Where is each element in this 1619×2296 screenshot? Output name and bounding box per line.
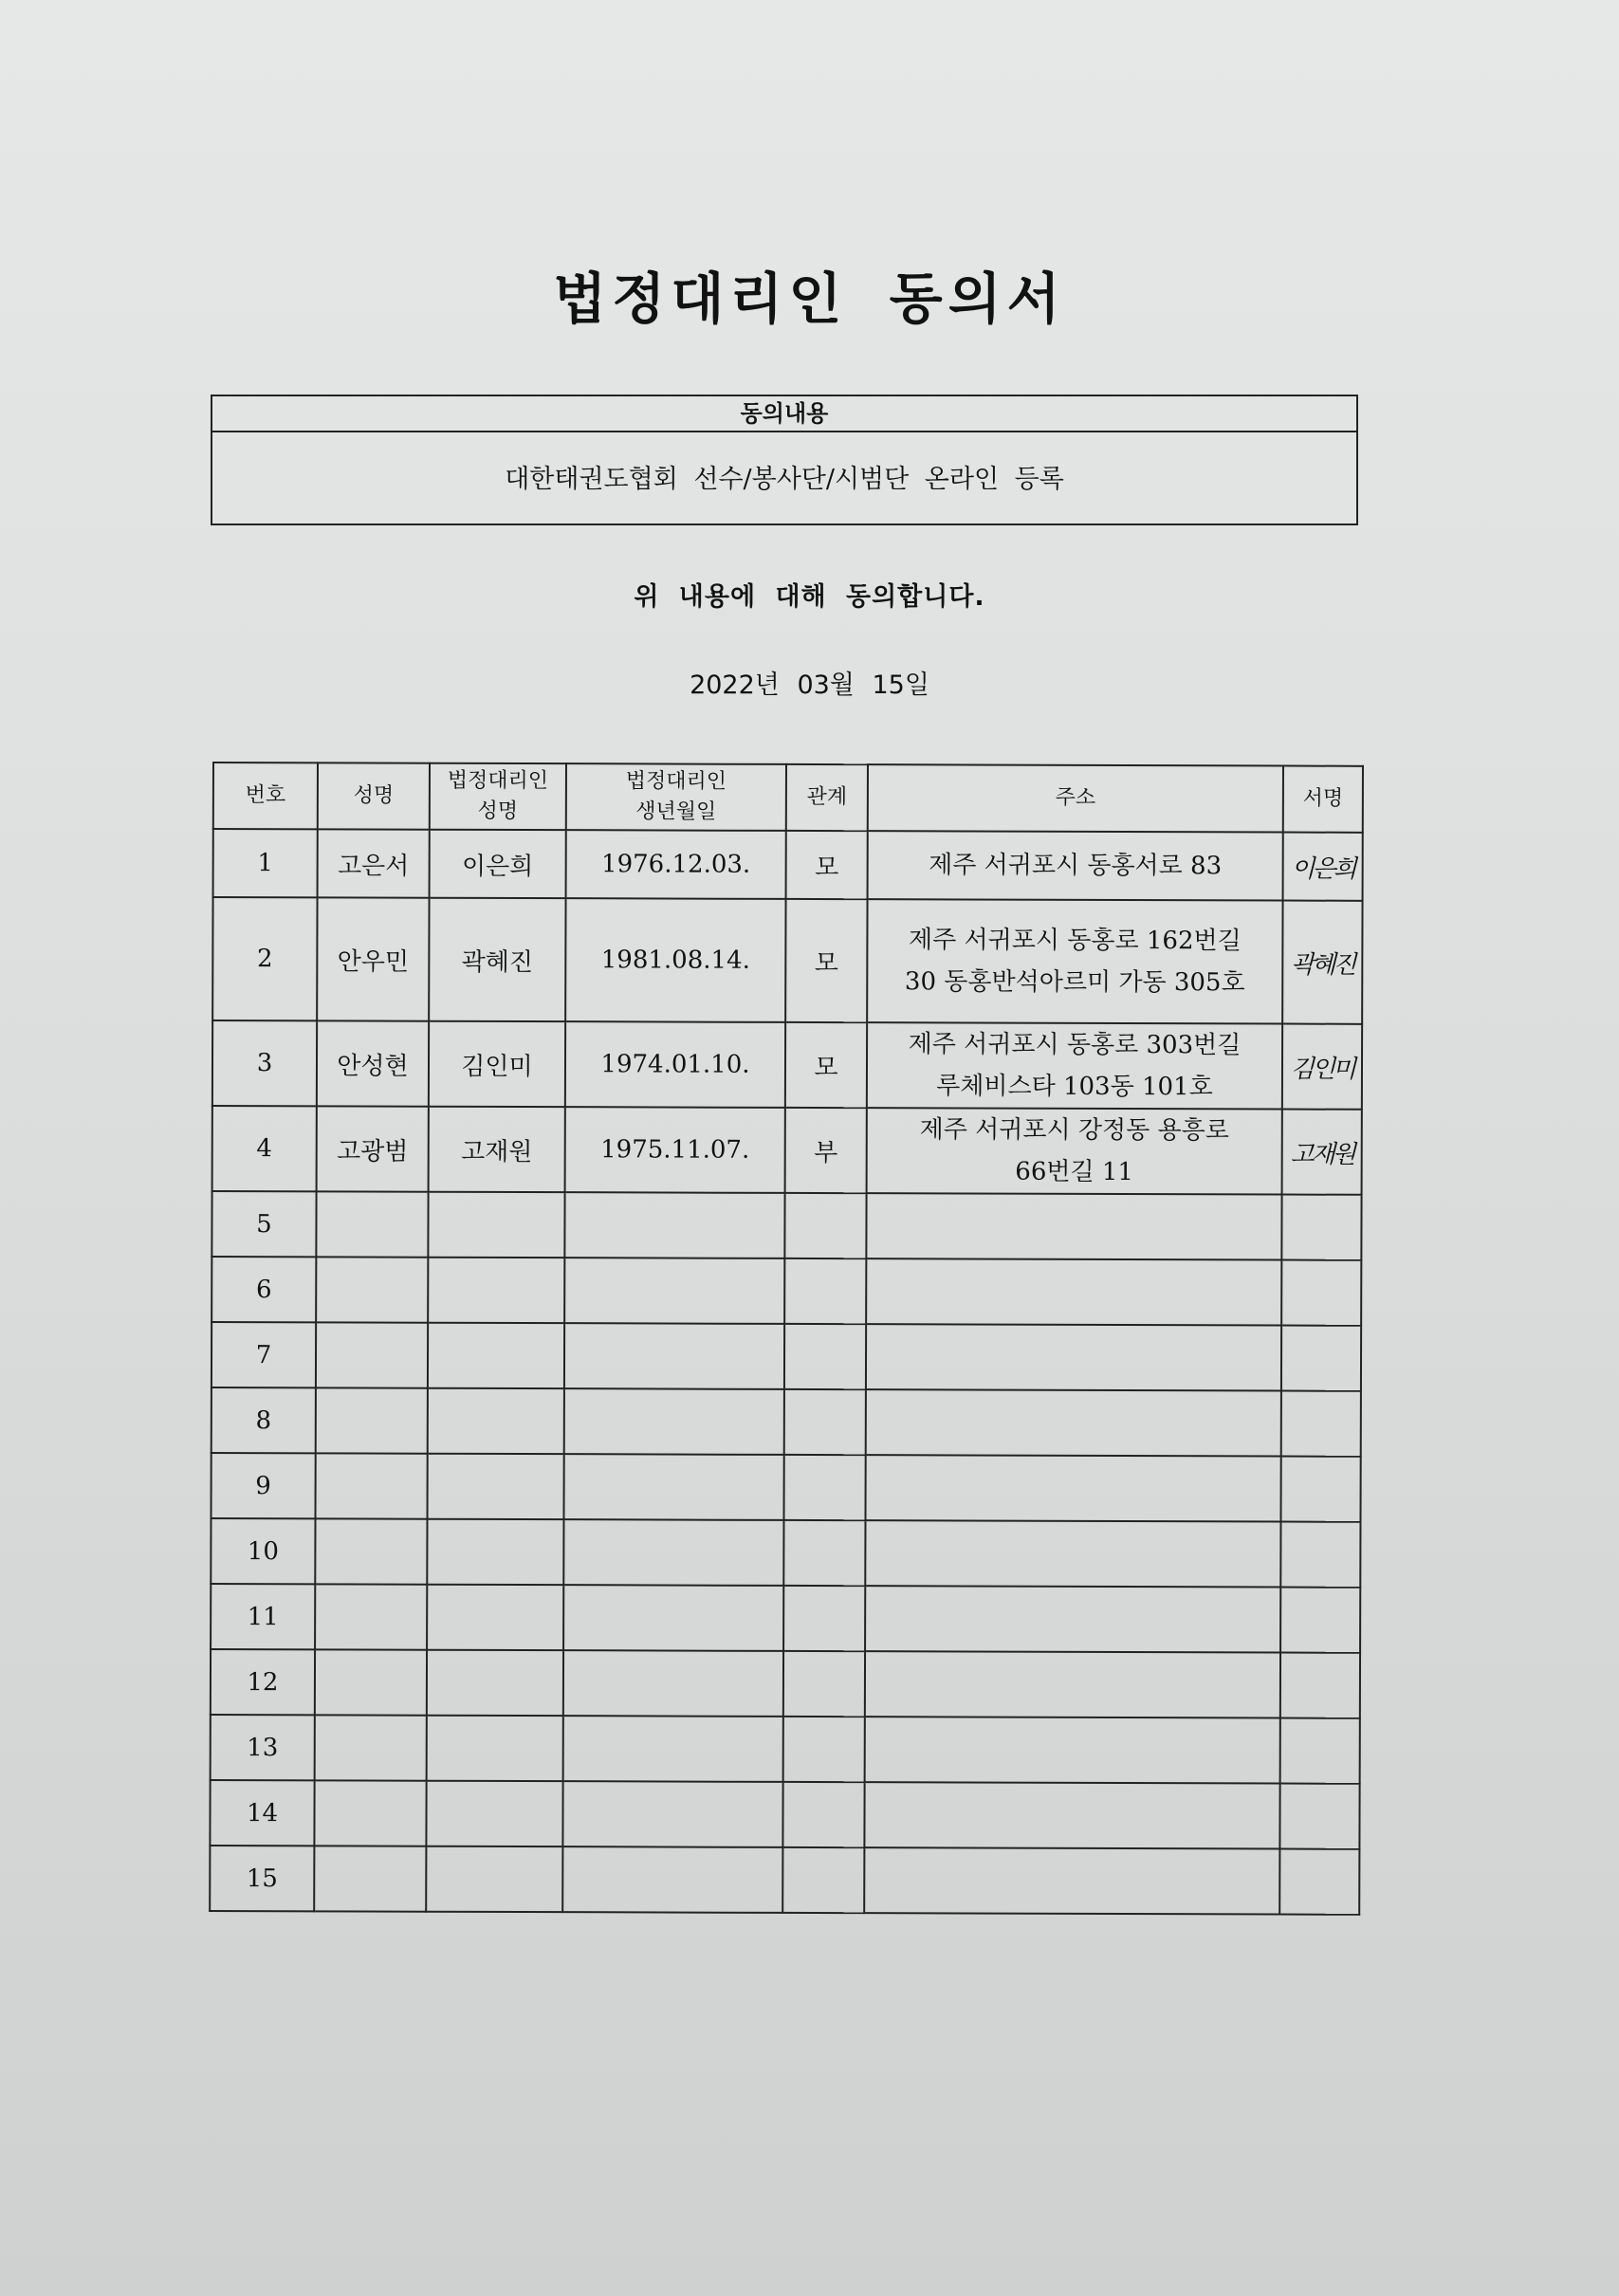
cell-relation: [784, 1324, 866, 1389]
cell-name: [316, 1387, 428, 1453]
cell-guardian: 고재원: [429, 1107, 565, 1192]
cell-birth: [563, 1650, 783, 1717]
table-row: [212, 1106, 1362, 1195]
header-name: 성명: [318, 762, 430, 829]
cell-relation: [782, 1782, 864, 1847]
header-guardian-name: 법정대리인 성명: [430, 763, 566, 830]
cell-name: [314, 1780, 426, 1846]
cell-name: 고광범: [317, 1106, 429, 1191]
table-row: [213, 829, 1363, 901]
handwritten-signature: 곽혜진: [1282, 901, 1362, 1024]
cell-signature: [1281, 1326, 1361, 1391]
cell-relation: [783, 1455, 865, 1520]
cell-address: [866, 1389, 1281, 1456]
cell-birth: [562, 1781, 782, 1847]
cell-address: [866, 1324, 1281, 1390]
cell-address: [865, 1651, 1280, 1717]
cell-signature: [1281, 1195, 1361, 1260]
cell-signature: [1280, 1653, 1360, 1718]
cell-birth: [563, 1454, 783, 1520]
cell-name: 안성현: [317, 1020, 429, 1106]
cell-no: 14: [210, 1780, 314, 1846]
cell-address: 제주 서귀포시 동홍로 303번길 루체비스타 103동 101호: [867, 1022, 1282, 1109]
header-address: 주소: [868, 764, 1283, 832]
cell-address: [864, 1847, 1279, 1914]
agreement-statement: 위 내용에 대해 동의합니다.: [634, 582, 985, 612]
cell-guardian: [428, 1323, 564, 1388]
cell-name: [315, 1649, 427, 1715]
table-row: [210, 1846, 1359, 1915]
cell-relation: [783, 1651, 865, 1717]
consent-date: 2022년 03월 15일: [690, 670, 929, 700]
cell-name: [316, 1257, 428, 1322]
cell-signature: [1280, 1457, 1360, 1522]
cell-no: 12: [211, 1649, 315, 1715]
table-row: [211, 1518, 1360, 1588]
cell-relation: [783, 1586, 865, 1651]
cell-guardian: [428, 1388, 564, 1454]
consent-box-header: 동의내용: [212, 396, 1356, 432]
cell-relation: 모: [786, 831, 868, 899]
cell-address: [865, 1455, 1280, 1521]
cell-signature: [1280, 1588, 1360, 1653]
cell-birth: [562, 1846, 782, 1913]
cell-signature: [1281, 1391, 1361, 1457]
table-header-row: [213, 762, 1363, 833]
cell-no: 5: [212, 1191, 316, 1257]
cell-name: [314, 1846, 426, 1911]
cell-name: [315, 1518, 427, 1584]
table-row: [212, 1191, 1361, 1260]
handwritten-signature: 이은희: [1283, 833, 1363, 901]
cell-relation: [783, 1717, 865, 1782]
cell-relation: [784, 1193, 866, 1258]
table-row: [211, 1453, 1360, 1522]
consent-box-content: 대한태권도협회 선수/봉사단/시범단 온라인 등록: [505, 465, 1064, 494]
table-row: [212, 1387, 1361, 1457]
guardian-table: [209, 762, 1364, 1916]
handwritten-signature: 고재원: [1282, 1110, 1362, 1195]
cell-relation: [784, 1389, 866, 1455]
cell-name: 안우민: [317, 897, 429, 1020]
cell-birth: [563, 1519, 783, 1586]
cell-no: 11: [211, 1584, 315, 1649]
cell-signature: [1280, 1522, 1360, 1588]
cell-address: [865, 1520, 1280, 1587]
cell-guardian: [427, 1519, 563, 1585]
cell-guardian: [428, 1192, 564, 1258]
cell-signature: [1279, 1784, 1359, 1849]
cell-guardian: [427, 1454, 563, 1519]
header-relation: 관계: [786, 764, 868, 831]
cell-relation: 모: [785, 1022, 867, 1108]
cell-no: 6: [212, 1257, 316, 1322]
cell-name: [316, 1322, 428, 1387]
table-row: [212, 1020, 1362, 1110]
cell-guardian: [426, 1846, 562, 1912]
cell-name: 고은서: [318, 829, 430, 897]
table-row: [210, 1780, 1359, 1849]
cell-no: 1: [213, 829, 318, 897]
cell-no: 3: [212, 1020, 317, 1106]
table-row: [211, 1584, 1360, 1653]
table-row: [211, 1715, 1360, 1784]
cell-signature: [1280, 1718, 1360, 1784]
cell-address: 제주 서귀포시 동홍서로 83: [868, 831, 1283, 900]
cell-name: [316, 1191, 428, 1257]
cell-relation: [784, 1258, 866, 1324]
cell-signature: [1279, 1849, 1359, 1915]
table-row: [212, 1257, 1361, 1326]
cell-birth: [564, 1258, 784, 1324]
header-guardian-birth: 법정대리인 생년월일: [566, 763, 786, 831]
cell-no: 7: [212, 1322, 316, 1387]
cell-name: [315, 1584, 427, 1649]
cell-relation: 부: [785, 1108, 867, 1193]
cell-signature: [1281, 1260, 1361, 1326]
handwritten-signature: 김인미: [1282, 1024, 1362, 1110]
cell-no: 15: [210, 1846, 314, 1911]
table-row: [212, 1322, 1361, 1391]
cell-name: [315, 1453, 427, 1518]
cell-guardian: 곽혜진: [429, 898, 565, 1021]
cell-birth: [564, 1388, 784, 1455]
cell-guardian: [428, 1258, 564, 1323]
cell-guardian: 이은희: [430, 830, 566, 898]
header-no: 번호: [213, 762, 318, 829]
cell-address: [864, 1782, 1279, 1848]
cell-birth: 1975.11.07.: [565, 1107, 785, 1193]
cell-guardian: [427, 1716, 563, 1781]
cell-birth: [564, 1192, 784, 1258]
cell-guardian: [427, 1650, 563, 1716]
cell-birth: 1981.08.14.: [565, 898, 785, 1022]
consent-content-box: [211, 395, 1358, 525]
cell-relation: [782, 1847, 864, 1913]
header-signature: 서명: [1283, 766, 1363, 833]
cell-address: [866, 1193, 1281, 1259]
cell-birth: 1974.01.10.: [565, 1021, 785, 1108]
cell-no: 9: [211, 1453, 315, 1518]
cell-relation: 모: [785, 899, 867, 1022]
cell-guardian: [426, 1781, 562, 1846]
cell-address: 제주 서귀포시 동홍로 162번길 30 동홍반석아르미 가동 305호: [867, 899, 1282, 1023]
cell-birth: [563, 1585, 783, 1651]
cell-guardian: 김인미: [429, 1021, 565, 1107]
cell-no: 8: [212, 1387, 316, 1453]
document-title: 법정대리인 동의서: [553, 266, 1066, 331]
cell-birth: [563, 1716, 783, 1782]
cell-relation: [783, 1520, 865, 1586]
cell-guardian: [427, 1585, 563, 1650]
cell-name: [315, 1715, 427, 1780]
table-row: [212, 897, 1362, 1024]
cell-birth: 1976.12.03.: [566, 830, 786, 899]
cell-address: 제주 서귀포시 강정동 용흥로 66번길 11: [867, 1108, 1282, 1194]
cell-address: [865, 1586, 1280, 1652]
cell-no: 4: [212, 1106, 317, 1191]
cell-no: 10: [211, 1518, 315, 1584]
cell-no: 13: [211, 1715, 315, 1780]
table-row: [211, 1649, 1360, 1718]
cell-no: 2: [212, 897, 317, 1020]
cell-birth: [564, 1323, 784, 1389]
cell-address: [865, 1717, 1280, 1783]
cell-address: [866, 1258, 1281, 1325]
